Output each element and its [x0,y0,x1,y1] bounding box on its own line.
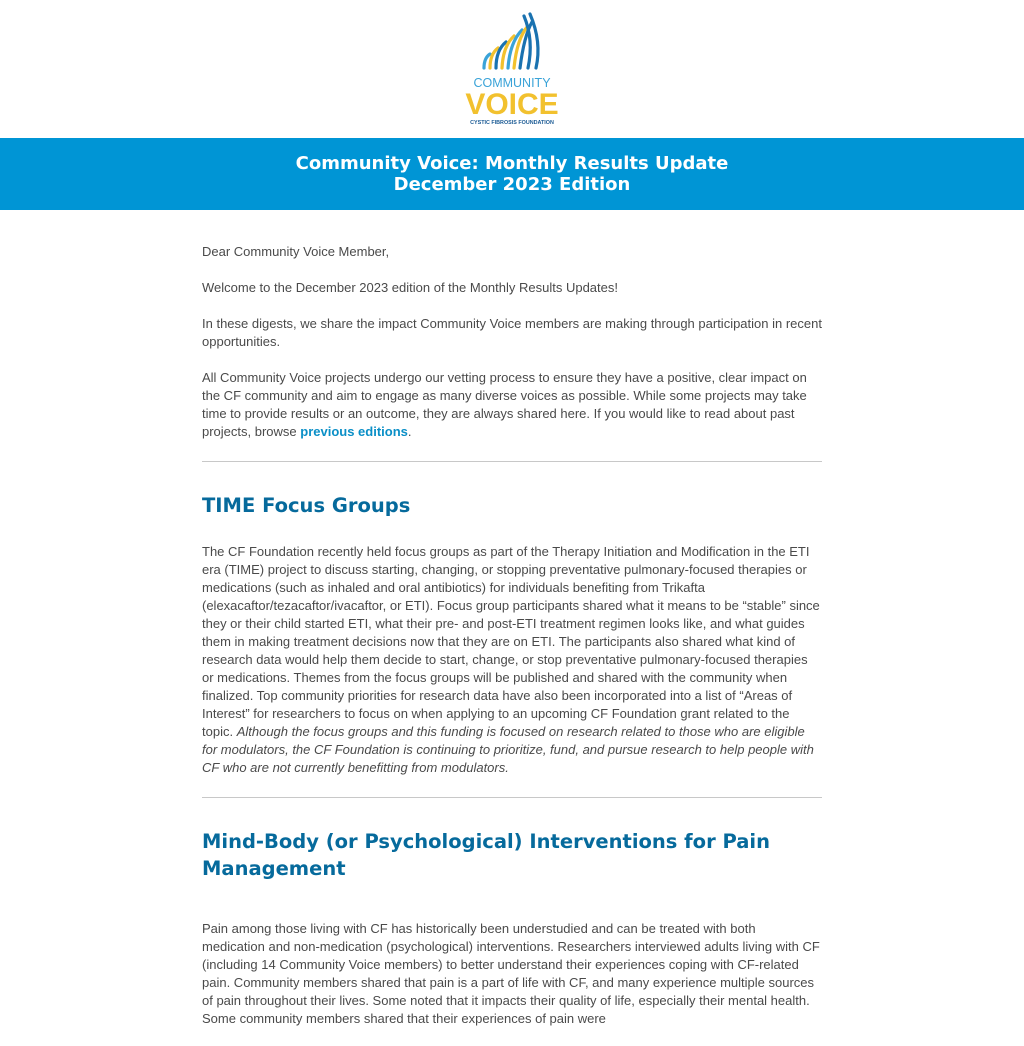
previous-editions-link[interactable]: previous editions [300,424,408,439]
digest-text: In these digests, we share the impact Community Voice members are making through participation in recent opportunities. [202,316,822,349]
section-body-time-focus-groups: The CF Foundation recently held focus groups as part of the Therapy Initiation and Modification in the ETI era (TIME) project to discuss starting, changing, or stopping preventative pulmonary-focused therapies or medications (such as inhaled and oral antibiotics) for individuals benefiting from Trikafta (elexacaftor/tezacaftor/ivacaftor, or ETI). Focus group participants shared what it means to be “stable” since they or their child started ETI, what their pre- and post-ETI treatment regimen looks like, and what guides them in making treatment decisions now that they are on ETI. The participants also shared what kind of research data would help them decide to start, change, or stop preventative pulmonary-focused therapies or medications. Themes from the focus groups will be published and shared with the community when finalized. Top community priorities for research data have also been incorporated into a list of “Areas of Interest” for researchers to focus on when applying to an upcoming CF Foundation grant related to the topic. Although the focus groups and this funding is focused on research related to those who are eligible for modulators, the CF Foundation is continuing to prioritize, fund, and pursue research to help people with CF who are not currently benefitting from modulators. [202,544,820,775]
svg-text:CYSTIC FIBROSIS FOUNDATION: CYSTIC FIBROSIS FOUNDATION [470,120,554,126]
sound-wave-icon [462,10,562,130]
welcome-text: Welcome to the December 2023 edition of the Monthly Results Updates! [202,280,618,295]
newsletter-body [202,243,822,1046]
svg-text:VOICE: VOICE [465,88,559,121]
section-body-mind-body: Pain among those living with CF has historically been understudied and can be treated with both medication and non-medication (psychological) interventions. Researchers interviewed adults living with CF (including 14 Community Voice members) to better understand their experiences coping with CF-related pain. Community members shared that pain is a part of life with CF, and many experience multiple sources of pain throughout their lives. Some noted that it impacts their quality of life, especially their mental health. Some community members shared that their experiences of pain were [202,921,820,1026]
banner-subtitle: December 2023 Edition [393,174,631,195]
header-banner [0,138,1024,210]
divider [202,461,822,462]
section-title-mind-body: Mind-Body (or Psychological) Interventions for Pain Management [202,830,770,880]
banner-title: Community Voice: Monthly Results Update [295,153,729,174]
vetting-text: All Community Voice projects undergo our vetting process to ensure they have a positive, clear impact on the CF community and aim to engage as many diverse voices as possible. While some projects may take time to provide results or an outcome, they are always shared here. If you would like to read about past projects, browse previous editions. [202,370,807,439]
community-voice-logo [462,10,562,130]
svg-text:COMMUNITY: COMMUNITY [473,76,551,90]
section-title-time-focus-groups: TIME Focus Groups [202,494,411,517]
divider [202,797,822,798]
greeting: Dear Community Voice Member, [202,244,390,259]
